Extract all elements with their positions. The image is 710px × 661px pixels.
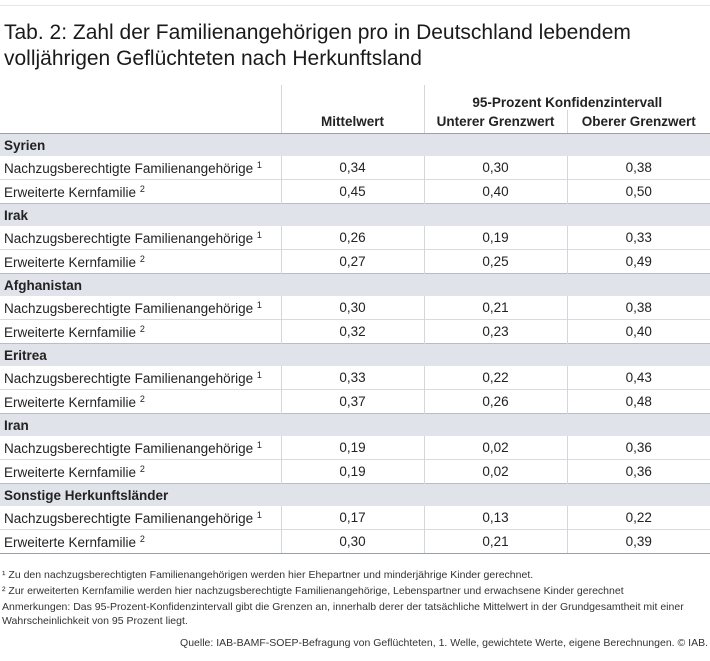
- cell-lower: 0,22: [424, 366, 567, 390]
- footnote-marker: 1: [256, 509, 262, 520]
- row-label: [0, 250, 281, 274]
- footnotes: [2, 568, 708, 630]
- cell-lower: 0,26: [424, 390, 567, 414]
- table-row: [0, 180, 710, 204]
- cell-mean: 0,45: [281, 180, 424, 204]
- group-row: [0, 344, 710, 367]
- cell-mean: 0,19: [281, 436, 424, 460]
- footnote-marker: 2: [139, 393, 145, 404]
- col-header-upper: Oberer Grenzwert: [567, 110, 710, 134]
- header-empty-cell: [0, 110, 281, 134]
- row-label: [0, 180, 281, 204]
- table-row: [0, 250, 710, 274]
- cell-mean: 0,30: [281, 530, 424, 554]
- cell-lower: 0,23: [424, 320, 567, 344]
- cell-mean: 0,34: [281, 156, 424, 180]
- row-label-text: Erweiterte Kernfamilie: [4, 254, 137, 270]
- cell-upper: 0,36: [567, 460, 710, 484]
- row-label: [0, 436, 281, 460]
- row-label-text: Nachzugsberechtigte Familienangehörige: [4, 370, 254, 386]
- cell-mean: 0,30: [281, 296, 424, 320]
- footnote-1: ¹ Zu den nachzugsberechtigten Familienangehörigen werden hier Ehepartner und minderjährige Kinder gerechnet.: [2, 569, 534, 581]
- group-name: Sonstige Herkunftsländer: [0, 484, 710, 507]
- cell-mean: 0,26: [281, 226, 424, 250]
- table-row: [0, 460, 710, 484]
- header-row-columns: [0, 110, 710, 134]
- cell-upper: 0,49: [567, 250, 710, 274]
- cell-upper: 0,50: [567, 180, 710, 204]
- group-name: Irak: [0, 204, 710, 227]
- row-label: [0, 296, 281, 320]
- cell-upper: 0,48: [567, 390, 710, 414]
- table-row: [0, 506, 710, 530]
- cell-upper: 0,36: [567, 436, 710, 460]
- cell-lower: 0,13: [424, 506, 567, 530]
- footnote-marker: 2: [139, 323, 145, 334]
- cell-upper: 0,38: [567, 296, 710, 320]
- table-row: [0, 366, 710, 390]
- cell-mean: 0,37: [281, 390, 424, 414]
- cell-upper: 0,38: [567, 156, 710, 180]
- footnote-marker: 2: [139, 253, 145, 264]
- cell-upper: 0,33: [567, 226, 710, 250]
- group-name: Iran: [0, 414, 710, 437]
- cell-upper: 0,40: [567, 320, 710, 344]
- group-row: [0, 204, 710, 227]
- table-row: [0, 320, 710, 344]
- row-label-text: Nachzugsberechtigte Familienangehörige: [4, 510, 254, 526]
- row-label-text: Erweiterte Kernfamilie: [4, 534, 137, 550]
- row-label: [0, 320, 281, 344]
- footnote-marker: 1: [256, 299, 262, 310]
- cell-lower: 0,30: [424, 156, 567, 180]
- cell-lower: 0,21: [424, 296, 567, 320]
- source-note: Quelle: IAB-BAMF-SOEP-Befragung von Geflüchteten, 1. Welle, gewichtete Werte, eigene Berechnungen. © IAB.: [180, 637, 708, 649]
- table-row: [0, 156, 710, 180]
- cell-lower: 0,19: [424, 226, 567, 250]
- footnote-marker: 2: [139, 463, 145, 474]
- table-body: [0, 134, 710, 554]
- group-row: [0, 484, 710, 507]
- col-header-mean: Mittelwert: [281, 110, 424, 134]
- footnote-marker: 1: [256, 369, 262, 380]
- row-label-text: Nachzugsberechtigte Familienangehörige: [4, 440, 254, 456]
- row-label: [0, 390, 281, 414]
- cell-mean: 0,32: [281, 320, 424, 344]
- table-row: [0, 226, 710, 250]
- cell-lower: 0,02: [424, 460, 567, 484]
- row-label: [0, 226, 281, 250]
- header-empty-cell: [281, 85, 424, 110]
- data-table: [0, 85, 710, 554]
- header-row-group: [0, 85, 710, 110]
- cell-lower: 0,21: [424, 530, 567, 554]
- cell-mean: 0,17: [281, 506, 424, 530]
- cell-lower: 0,25: [424, 250, 567, 274]
- cell-upper: 0,39: [567, 530, 710, 554]
- table-row: [0, 436, 710, 460]
- row-label-text: Nachzugsberechtigte Familienangehörige: [4, 300, 254, 316]
- row-label-text: Erweiterte Kernfamilie: [4, 184, 137, 200]
- cell-mean: 0,33: [281, 366, 424, 390]
- row-label-text: Nachzugsberechtigte Familienangehörige: [4, 230, 254, 246]
- remarks: Anmerkungen: Das 95-Prozent-Konfidenzintervall gibt die Grenzen an, innerhalb derer der tatsächliche Mittelwert in der Grundgesamtheit mit einer Wahrscheinlichkeit von 95 Prozent liegt.: [2, 601, 684, 627]
- table-row: [0, 530, 710, 554]
- group-row: [0, 274, 710, 297]
- table-row: [0, 296, 710, 320]
- footnote-marker: 2: [139, 183, 145, 194]
- group-row: [0, 134, 710, 157]
- cell-lower: 0,02: [424, 436, 567, 460]
- row-label-text: Nachzugsberechtigte Familienangehörige: [4, 160, 254, 176]
- group-name: Eritrea: [0, 344, 710, 367]
- table-title: Tab. 2: Zahl der Familienangehörigen pro in Deutschland lebendem volljährigen Geflüchteten nach Herkunftsland: [4, 21, 631, 70]
- col-header-lower: Unterer Grenzwert: [424, 110, 567, 134]
- cell-mean: 0,27: [281, 250, 424, 274]
- row-label: [0, 506, 281, 530]
- cell-upper: 0,22: [567, 506, 710, 530]
- row-label-text: Erweiterte Kernfamilie: [4, 394, 137, 410]
- footnote-marker: 1: [256, 159, 262, 170]
- footnote-2: ² Zur erweiterten Kernfamilie werden hier nachzugsberechtigte Familienangehörige, Lebenspartner und erwachsene Kinder gerechnet: [2, 585, 624, 597]
- cell-lower: 0,40: [424, 180, 567, 204]
- cell-upper: 0,43: [567, 366, 710, 390]
- row-label: [0, 366, 281, 390]
- group-name: Syrien: [0, 134, 710, 157]
- top-divider: [0, 5, 710, 6]
- group-row: [0, 414, 710, 437]
- table-row: [0, 390, 710, 414]
- row-label: [0, 156, 281, 180]
- cell-mean: 0,19: [281, 460, 424, 484]
- ci-group-header: 95-Prozent Konfidenzintervall: [424, 85, 710, 110]
- row-label-text: Erweiterte Kernfamilie: [4, 464, 137, 480]
- header-empty-cell: [0, 85, 281, 110]
- footnote-marker: 1: [256, 229, 262, 240]
- row-label: [0, 460, 281, 484]
- footnote-marker: 1: [256, 439, 262, 450]
- group-name: Afghanistan: [0, 274, 710, 297]
- row-label: [0, 530, 281, 554]
- footnote-marker: 2: [139, 533, 145, 544]
- row-label-text: Erweiterte Kernfamilie: [4, 324, 137, 340]
